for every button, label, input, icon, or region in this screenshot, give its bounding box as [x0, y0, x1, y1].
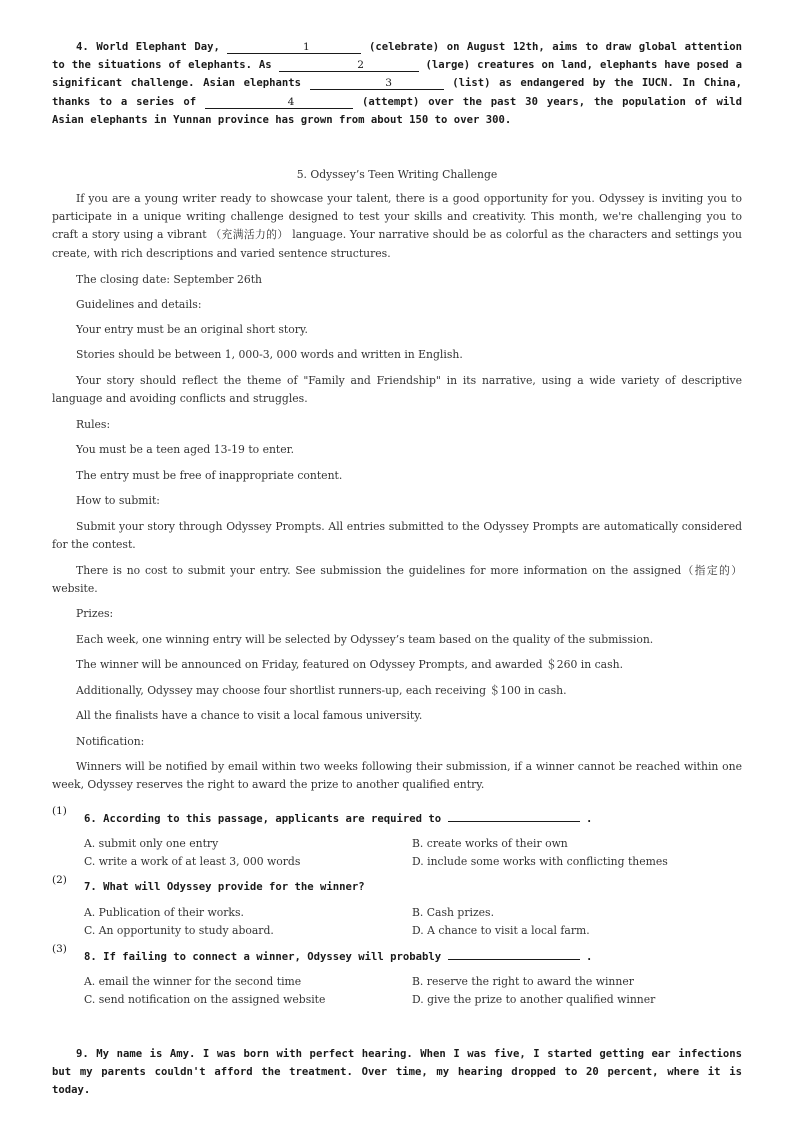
- q4-paragraph: 4. World Elephant Day, 1 (celebrate) on August 12th, aims to draw global attention to the situations of elephants. As 2 (large) creatures on land, elephants have posed a significant challenge. Asian elephants 3 (list) as endangered by the IUCN. In China, thanks to a series of 4 (attempt) over the past 30 years, the population of wild Asian elephants in Yunnan province has grown from about 150 to over 300.: [52, 41, 742, 126]
- option-b[interactable]: B. Cash prizes.: [412, 906, 494, 919]
- q4-blank-2[interactable]: 2: [279, 59, 419, 72]
- passage-intro: If you are a young writer ready to showcase your talent, there is a good opportunity for you. Odyssey is inviting you to participate in a unique writing challenge designed to test your skills and creativity. This month, we're challenging you to craft a story using a vibrant （充满活力的） language. Your narrative should be as colorful as the characters and settings you create, with rich descriptions and varied sentence structures.: [52, 192, 742, 260]
- q4-blank-3[interactable]: 3: [310, 77, 444, 90]
- closing-date: The closing date: September 26th: [76, 273, 263, 286]
- prize-item: Each week, one winning entry will be selected by Odyssey’s team based on the quality of the submission.: [76, 633, 654, 646]
- rule-item: The entry must be free of inappropriate content.: [76, 469, 343, 482]
- answer-blank[interactable]: [448, 947, 580, 960]
- q9-paragraph: 9. My name is Amy. I was born with perfect hearing. When I was five, I started getting ear infections but my parents couldn't afford the treatment. Over time, my hearing dropped to 20 percent, where it is today.: [52, 1048, 742, 1097]
- question-number: (1): [52, 805, 67, 817]
- submit-heading: How to submit:: [76, 494, 160, 507]
- option-a[interactable]: A. submit only one entry: [84, 837, 219, 850]
- prize-item: All the finalists have a chance to visit a local famous university.: [76, 709, 423, 722]
- option-b[interactable]: B. reserve the right to award the winner: [412, 975, 634, 988]
- option-d[interactable]: D. give the prize to another qualified winner: [412, 993, 656, 1006]
- question-stem: 6. According to this passage, applicants are required to .: [84, 809, 592, 828]
- option-d[interactable]: D. include some works with conflicting themes: [412, 855, 668, 868]
- option-c[interactable]: C. send notification on the assigned website: [84, 993, 326, 1006]
- question-number: (2): [52, 874, 67, 886]
- guideline-item: Stories should be between 1, 000-3, 000 words and written in English.: [76, 348, 463, 361]
- notification-heading: Notification:: [76, 735, 145, 748]
- question-stem: 8. If failing to connect a winner, Odyssey will probably .: [84, 947, 592, 966]
- prize-item: The winner will be announced on Friday, featured on Odyssey Prompts, and awarded ＄260 in cash.: [76, 658, 624, 671]
- option-c[interactable]: C. write a work of at least 3, 000 words: [84, 855, 301, 868]
- prizes-heading: Prizes:: [76, 607, 114, 620]
- answer-blank[interactable]: [448, 809, 580, 822]
- rules-heading: Rules:: [76, 418, 111, 431]
- prize-item: Additionally, Odyssey may choose four shortlist runners-up, each receiving ＄100 in cash.: [76, 684, 567, 697]
- q4-blank-4[interactable]: 4: [205, 96, 353, 109]
- notification-item: Winners will be notified by email within two weeks following their submission, if a winner cannot be reached within one week, Odyssey reserves the right to award the prize to another qualified entry.: [52, 760, 742, 792]
- option-a[interactable]: A. Publication of their works.: [84, 906, 244, 919]
- submit-item: There is no cost to submit your entry. See submission the guidelines for more information on the assigned（指定的） website.: [52, 564, 742, 596]
- question-stem: 7. What will Odyssey provide for the winner?: [84, 881, 365, 893]
- guideline-item: Your story should reflect the theme of "Family and Friendship" in its narrative, using a wide variety of descriptive language and avoiding conflicts and struggles.: [52, 374, 742, 406]
- passage-title: 5. Odyssey’s Teen Writing Challenge: [296, 168, 498, 181]
- option-d[interactable]: D. A chance to visit a local farm.: [412, 924, 590, 937]
- submit-item: Submit your story through Odyssey Prompts. All entries submitted to the Odyssey Prompts are automatically considered for the contest.: [52, 520, 742, 552]
- guidelines-heading: Guidelines and details:: [76, 298, 202, 311]
- option-a[interactable]: A. email the winner for the second time: [84, 975, 302, 988]
- option-b[interactable]: B. create works of their own: [412, 837, 568, 850]
- q4-blank-1[interactable]: 1: [227, 41, 361, 54]
- rule-item: You must be a teen aged 13-19 to enter.: [76, 443, 295, 456]
- question-number: (3): [52, 943, 67, 955]
- option-c[interactable]: C. An opportunity to study aboard.: [84, 924, 274, 937]
- guideline-item: Your entry must be an original short story.: [76, 323, 308, 336]
